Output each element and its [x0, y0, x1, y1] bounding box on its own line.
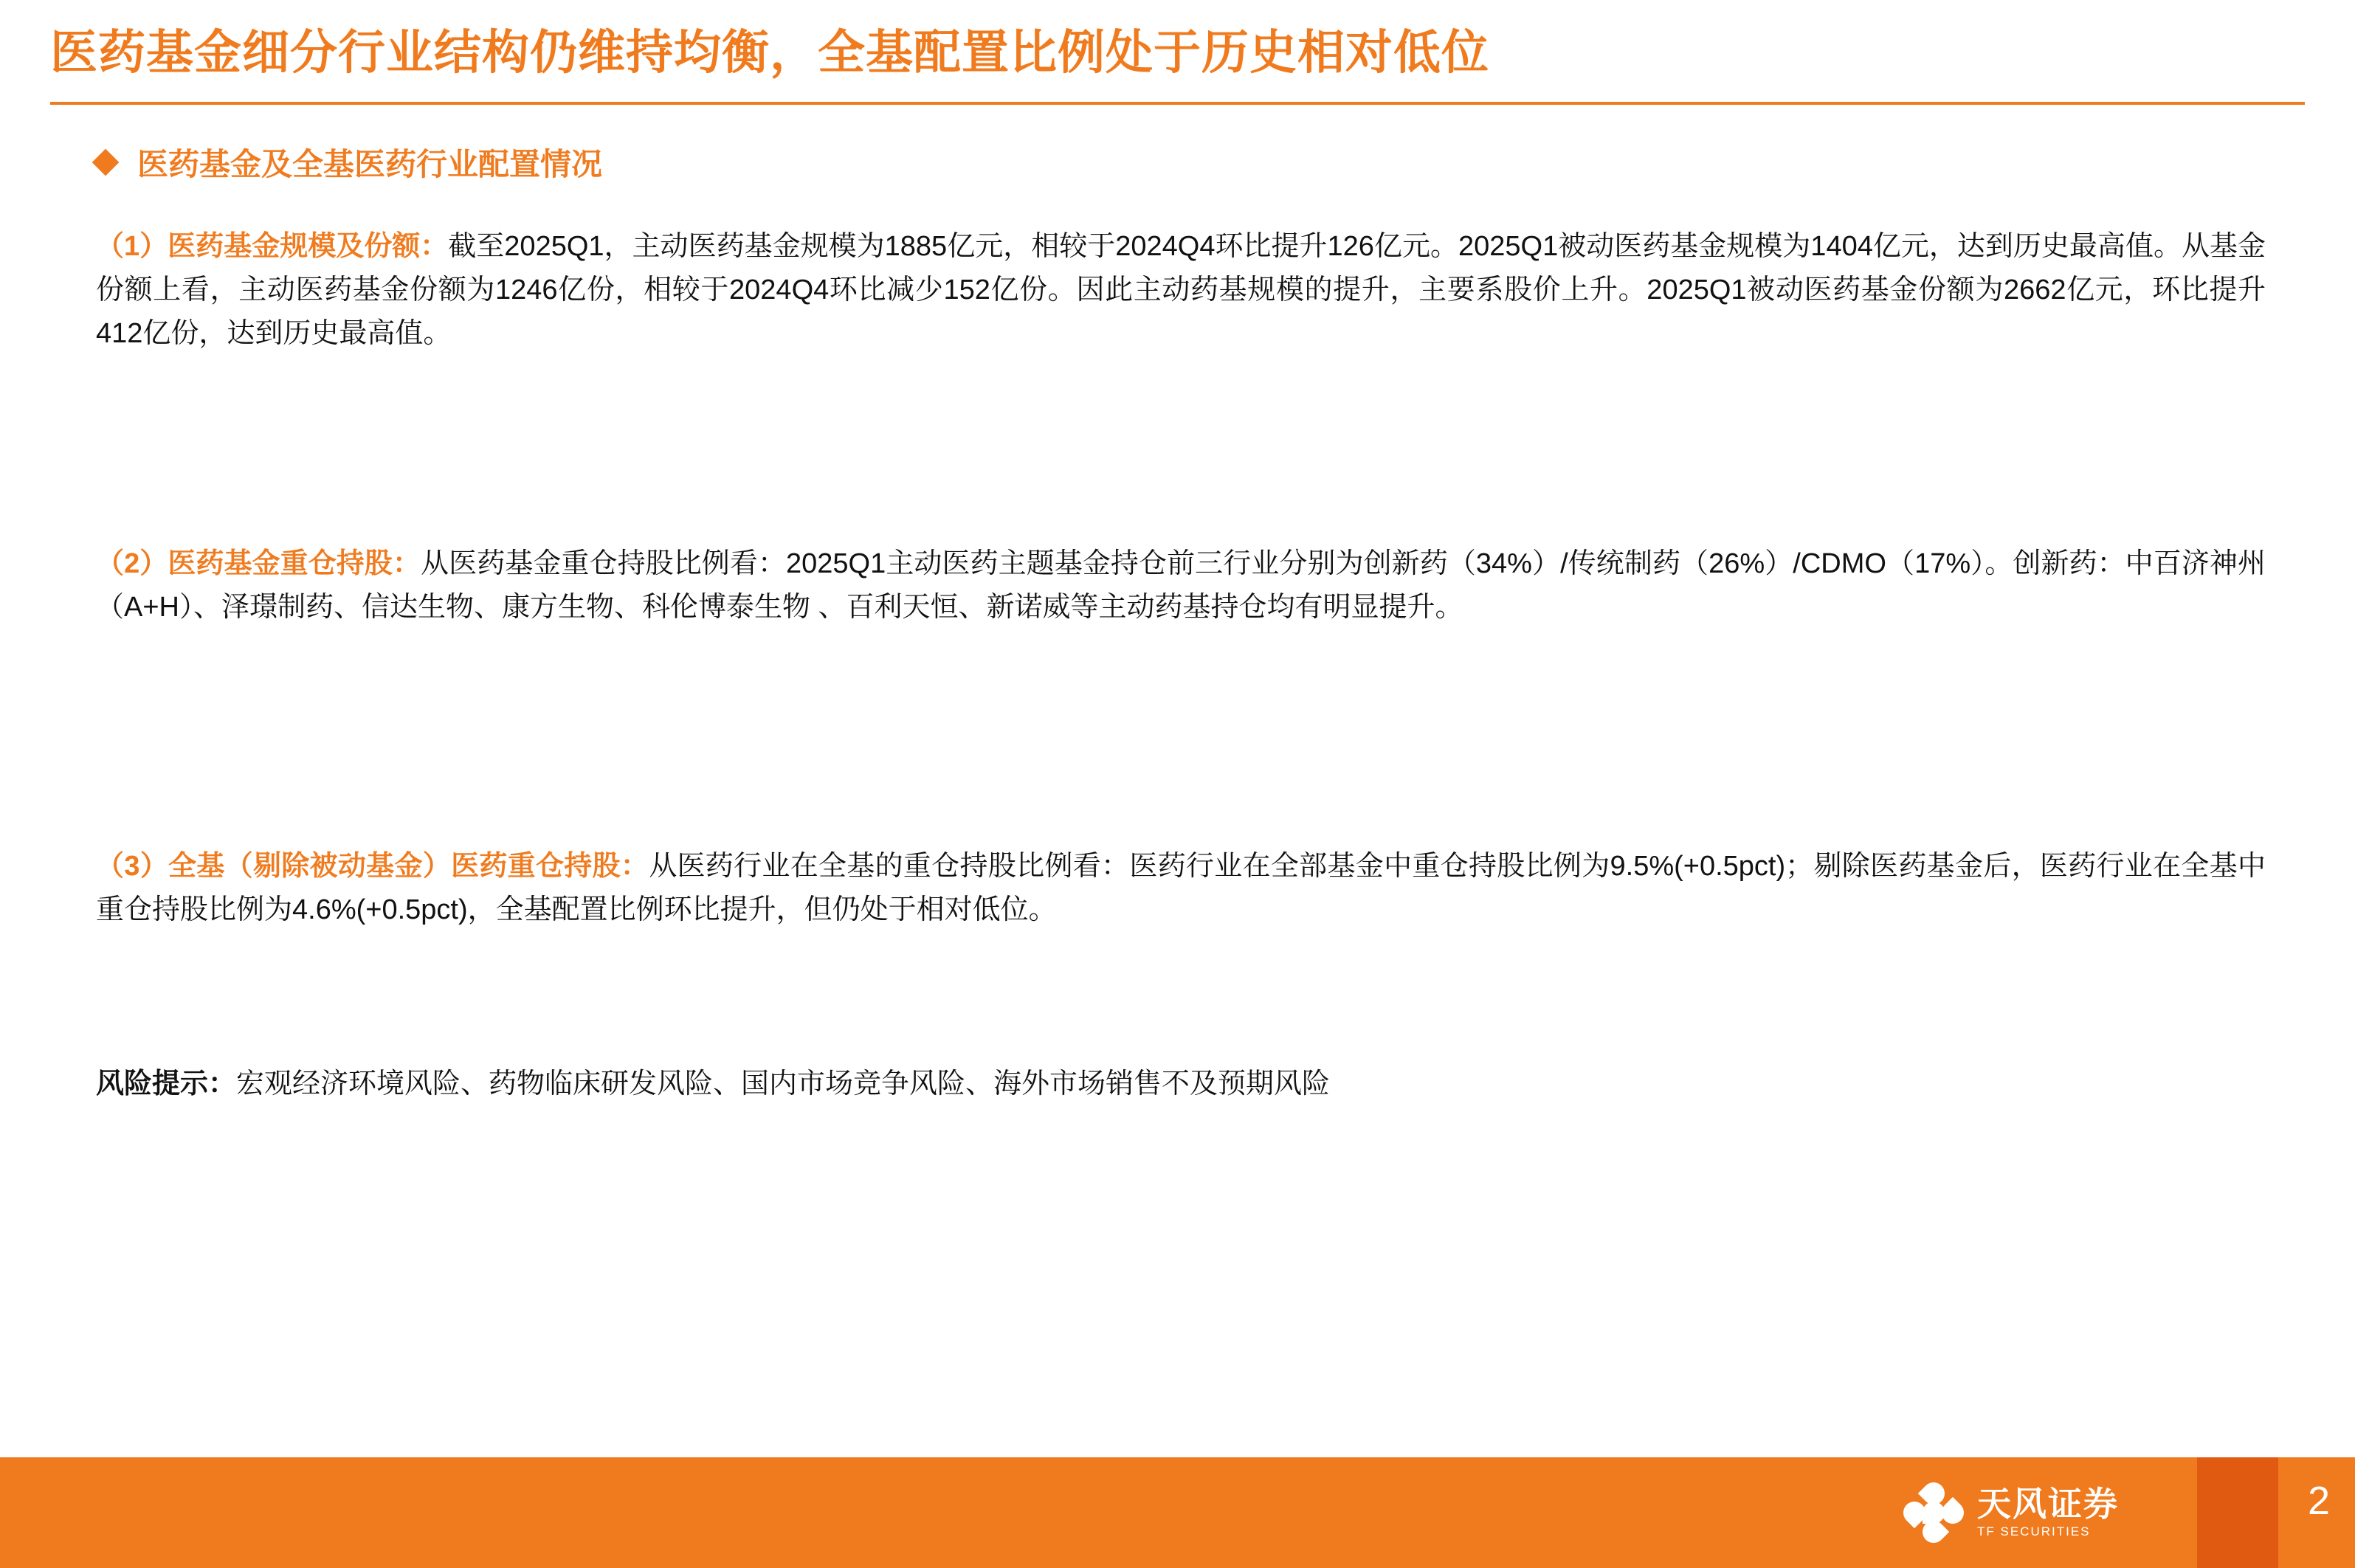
paragraph-1	[96, 225, 2266, 356]
logo-text	[1977, 1486, 2119, 1539]
risk-lead: 风险提示：	[96, 1068, 237, 1099]
paragraph-1-lead: （1）医药基金规模及份额：	[96, 231, 449, 262]
risk-body: 宏观经济环境风险、药物临床研发风险、国内市场竞争风险、海外市场销售不及预期风险	[236, 1068, 1331, 1099]
company-logo	[1903, 1482, 2119, 1543]
paragraph-2-body: 从医药基金重仓持股比例看：2025Q1主动医药主题基金持仓前三行业分别为创新药（34%）/传统制药（26%）/CDMO（17%）。创新药：中百济神州（A+H）、泽璟制药、信达生物、康方生物、科伦博泰生物 、百利天恒、新诺威等主动药基持仓均有明显提升。	[96, 548, 2266, 623]
paragraph-3-body: 从医药行业在全基的重仓持股比例看：医药行业在全部基金中重仓持股比例为9.5%(+0.5pct)；剔除医药基金后，医药行业在全基中重仓持股比例为4.6%(+0.5pct)，全基配置比例环比提升，但仍处于相对低位。	[96, 851, 2266, 925]
logo-name-cn: 天风证券	[1977, 1484, 2119, 1523]
page-title-text: 医药基金细分行业结构仍维持均衡，全基配置比例处于历史相对低位	[50, 26, 1489, 79]
logo-name-en: TF SECURITIES	[1977, 1524, 2091, 1539]
diamond-bullet-icon	[92, 149, 120, 176]
paragraph-2	[96, 542, 2266, 629]
page-title	[50, 27, 2264, 78]
title-divider	[50, 102, 2305, 105]
section-heading-text: 医药基金及全基医药行业配置情况	[137, 147, 603, 182]
paragraph-3-lead: （3）全基（剔除被动基金）医药重仓持股：	[96, 851, 649, 882]
page-number: 2	[2307, 1479, 2330, 1523]
footer-accent-block	[2197, 1457, 2278, 1568]
paragraph-1-body: 截至2025Q1，主动医药基金规模为1885亿元，相较于2024Q4环比提升126亿元。2025Q1被动医药基金规模为1404亿元，达到历史最高值。从基金份额上看，主动医药基金份额为1246亿份，相较于2024Q4环比减少152亿份。因此主动药基规模的提升，主要系股价上升。2025Q1被动医药基金份额为2662亿元，环比提升412亿份，达到历史最高值。	[96, 231, 2266, 349]
tf-securities-logo-icon	[1903, 1482, 1964, 1543]
risk-paragraph	[96, 1063, 2266, 1106]
paragraph-2-lead: （2）医药基金重仓持股：	[96, 548, 421, 579]
paragraph-3	[96, 845, 2266, 932]
section-heading	[96, 140, 602, 184]
footer-bar	[0, 1457, 2355, 1568]
